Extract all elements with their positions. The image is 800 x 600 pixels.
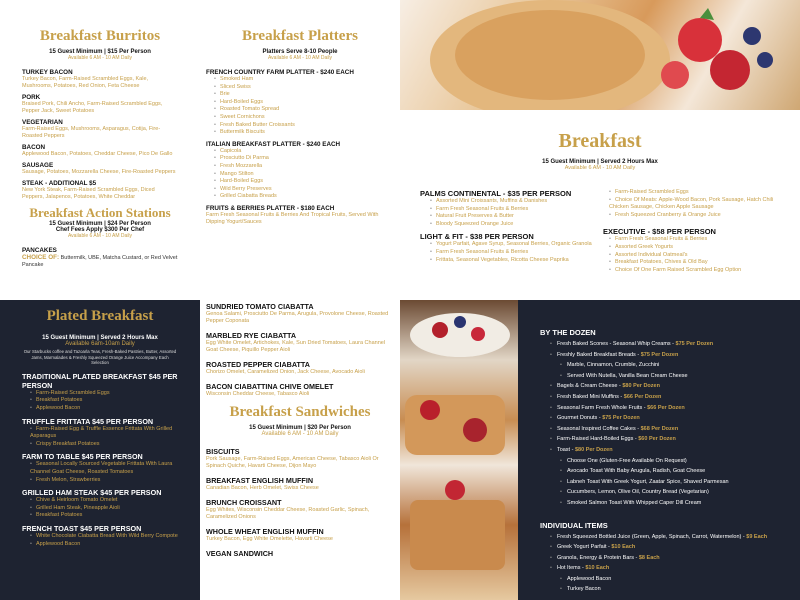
dozen-line: [550, 339, 778, 350]
dozen-line-text: Applewood Bacon: [566, 575, 612, 582]
list-item: • Farm-Raised Egg & Truffle Essence Frittata With Grilled Asparagus: [30, 426, 178, 441]
list-item: • Crispy Breakfast Potatoes: [30, 441, 178, 449]
dozen-line-price: $10 Each: [585, 565, 610, 572]
platters-serves: Platters Serve 8-10 People: [262, 49, 338, 55]
sandwich-name: VEGAN SANDWICH: [206, 549, 274, 558]
plated-section-heading: [22, 417, 178, 426]
pancakes-heading: PANCAKES: [22, 247, 57, 254]
burrito-name: STEAK - ADDITIONAL $5: [22, 180, 97, 187]
dozen-line: [550, 445, 778, 456]
list-item: • Grilled Ciabatta Breads: [214, 193, 394, 201]
sandwich-desc: Egg Whites, Wisconsin Cheddar Cheese, Roasted Garlic, Spinach, Caramelized Onions: [206, 507, 370, 520]
list-item: • Breakfast Potatoes: [30, 512, 178, 520]
list-item: • Sweet Cornichons: [214, 114, 394, 122]
sandwich-item: [206, 498, 394, 521]
burrito-name: SAUSAGE: [22, 162, 54, 169]
dozen-line-price: $8 Each: [638, 554, 660, 561]
light-fit-name: LIGHT & FIT - $38 PER PERSON: [420, 232, 534, 242]
italian-platter-name: ITALIAN BREAKFAST PLATTER - $240 EACH: [206, 140, 341, 148]
dozen-line: [550, 456, 778, 467]
dozen-line: [550, 532, 778, 543]
list-item: • Buttermilk Biscuits: [214, 129, 394, 137]
sandwich-list: [206, 447, 394, 558]
continental-right-list: [603, 189, 780, 219]
list-item: • Fresh Baked Butter Croissants: [214, 122, 394, 130]
dozen-line-text: Fresh Squeezed Bottled Juice (Green, Apple, Spinach, Carrot, Watermelon) -: [556, 533, 747, 540]
ciabatta-desc: Genoa Salami, Prosciutto De Parma, Arugula, Provolone Cheese, Roasted Pepper Coponata: [206, 311, 389, 324]
plated-section: [22, 372, 178, 413]
dozen-line: [550, 574, 778, 585]
list-item: • Grilled Ham Steak, Pineapple Aioli: [30, 505, 178, 513]
plated-section-price: $45 PER PERSON: [80, 523, 142, 533]
dozen-line-price: $75 Per Dozen: [602, 415, 640, 422]
sandwich-desc: Pork Sausage, Farm-Raised Eggs, American Cheese, Tabasco Aioli Or Spinach Quiche, Havarti Cheese, Dijon Mayo: [206, 456, 379, 469]
ciabatta-item: [206, 302, 394, 325]
plated-section-items: [22, 390, 178, 413]
plated-section-heading: [22, 372, 178, 390]
dozen-line-text: Marble, Cinnamon, Crumble, Zucchini: [566, 362, 660, 369]
dozen-line-price: $68 Per Dozen: [640, 425, 679, 432]
burrito-item: [22, 180, 178, 201]
dozen-line: [550, 371, 778, 382]
ciabatta-desc: Wisconsin Cheddar Cheese, Tabasco Aioli: [206, 391, 310, 397]
dozen-line-price: $66 Per Dozen: [623, 393, 662, 400]
platters-availability: Available 6 AM - 10 AM Daily: [267, 55, 333, 61]
plated-section-items: [22, 533, 178, 548]
list-item: • Wild Berry Preserves: [214, 186, 394, 194]
list-item: • Yogurt Parfait, Agave Syrup, Seasonal Berries, Organic Granola: [430, 241, 597, 249]
dozen-line-price: $80 Per Dozen: [622, 383, 660, 390]
burrito-desc: Braised Pork, Chili Ancho, Farm-Raised Scrambled Eggs, Pepper Jack, Sweet Potatoes: [22, 101, 163, 114]
ciabatta-list: [206, 302, 394, 398]
dozen-line-price: $9 Each: [746, 533, 768, 540]
fruits-platter-name: FRUITS & BERRIES PLATTER - $180 EACH: [206, 204, 335, 212]
dozen-line-price: $75 Per Dozen: [675, 341, 714, 347]
dozen-panel: [518, 300, 800, 600]
list-item: • Breakfast Potatoes: [30, 397, 178, 405]
burrito-name: BACON: [22, 144, 46, 151]
dozen-line: [550, 498, 778, 509]
plated-section-price: $45 PER PERSON: [22, 371, 178, 390]
dozen-line: [550, 350, 778, 361]
sandwich-item: [206, 447, 394, 470]
sandwich-desc: Canadian Bacon, Herb Omelet, Swiss Cheese: [206, 485, 319, 491]
executive-list: [603, 236, 780, 274]
dozen-line-text: Seasonal Farm Fresh Whole Fruits -: [556, 404, 648, 411]
burritos-panel: [0, 0, 200, 300]
executive-name: EXECUTIVE - $58 PER PERSON: [603, 227, 716, 237]
list-item: • Hard-Boiled Eggs: [214, 178, 394, 186]
dozen-line-text: Labneh Toast With Greek Yogurt, Zaatar Spice, Shaved Parmesan: [566, 478, 729, 485]
burrito-name: TURKEY BACON: [22, 69, 73, 76]
burrito-item: [22, 94, 178, 115]
dozen-line: [550, 584, 778, 595]
french-platter-list: [206, 76, 394, 137]
list-item: • Assorted Individual Oatmeal's: [609, 252, 780, 260]
dozen-line: [550, 487, 778, 498]
dozen-line-price: $66 Per Dozen: [647, 404, 685, 411]
sandwiches-availability: Available 6 AM - 10 AM Daily: [261, 431, 339, 437]
list-item: • Chive & Heirloom Tomato Omelet: [30, 497, 178, 505]
dozen-line: [550, 542, 778, 553]
individual-title: INDIVIDUAL ITEMS: [540, 520, 608, 530]
sandwiches-minimum: 15 Guest Minimum | $20 Per Person: [249, 425, 351, 431]
breakfast-minimum: 15 Guest Minimum | Served 2 Hours Max: [542, 159, 658, 165]
list-item: • Seasonal Locally Sourced Vegetable Frittata With Laura Channel Goat Cheese, Roasted Tomatoes: [30, 461, 178, 476]
plated-section-price: $45 PER PERSON: [81, 452, 143, 462]
plated-section: [22, 524, 178, 548]
plated-section-name: FARM TO TABLE: [22, 452, 82, 462]
plated-section-heading: [22, 452, 178, 461]
list-item: • Prosciutto Di Parma: [214, 155, 394, 163]
sandwich-name: BISCUITS: [206, 447, 240, 456]
action-availability: Available 6 AM - 10 AM Daily: [67, 233, 133, 239]
dozen-line: [550, 403, 778, 414]
pancake-choice: Buttermilk, UBE, Matcha Custard, or Red Velvet Pancake: [22, 255, 178, 268]
dozen-line-text: Toast -: [556, 446, 575, 453]
sandwich-name: BREAKFAST ENGLISH MUFFIN: [206, 476, 314, 485]
plated-section-price: $45 PER PERSON: [92, 416, 154, 426]
dozen-line: [550, 381, 778, 392]
dozen-line-price: $60 Per Dozen: [638, 436, 676, 443]
list-item: • Fresh Squeezed Cranberry & Orange Juice: [609, 212, 780, 220]
dozen-line: [550, 424, 778, 435]
dozen-line-text: Greek Yogurt Parfait -: [556, 544, 612, 551]
dozen-line: [550, 477, 778, 488]
pancake-photo-art: [400, 0, 800, 110]
sandwiches-title: Breakfast Sandwiches: [229, 404, 371, 420]
dozen-line-text: Avocado Toast With Baby Arugula, Radish, Goat Cheese: [566, 468, 706, 475]
ciabatta-desc: Chorizo Omelet, Caramelized Onion, Jack Cheese, Avocado Aioli: [206, 369, 365, 375]
list-item: • Assorted Mini Croissants, Muffins & Danishes: [430, 198, 597, 206]
burritos-title: Breakfast Burritos: [39, 28, 161, 44]
burrito-name: VEGETARIAN: [22, 119, 63, 126]
plated-minimum: 15 Guest Minimum | Served 2 Hours Max: [42, 335, 158, 341]
dozen-line-text: Freshly Baked Breakfast Breads -: [556, 351, 641, 358]
burritos-list: [22, 69, 178, 201]
list-item: • Capicola: [214, 148, 394, 156]
plated-section: [22, 488, 178, 520]
list-item: • Farm Fresh Seasonal Fruits & Berries: [430, 249, 597, 257]
list-item: • Farm Fresh Seasonal Fruits & Berries: [430, 206, 597, 214]
plated-section-heading: [22, 524, 178, 533]
plated-section-name: GRILLED HAM STEAK: [22, 488, 101, 498]
pancake-photo: [400, 0, 800, 110]
list-item: • Assorted Greek Yogurts: [609, 244, 780, 252]
sandwich-item: [206, 476, 394, 492]
burrito-item: [22, 119, 178, 140]
dozen-line-price: $10 Each: [611, 544, 636, 551]
platters-title: Breakfast Platters: [242, 28, 358, 44]
plated-panel: [0, 300, 200, 600]
dozen-line-text: Fresh Baked Scones - Seasonal Whip Creams -: [556, 341, 676, 347]
dozen-line: [550, 466, 778, 477]
list-item: • Applewood Bacon: [30, 405, 178, 413]
dozen-line-text: Gourmet Donuts -: [556, 415, 603, 422]
burrito-desc: Turkey Bacon, Farm-Raised Scrambled Eggs, Kale, Mushrooms, Potatoes, Red Onion, Feta Cheese: [22, 76, 149, 89]
list-item: • Mango Stilton: [214, 171, 394, 179]
list-item: • Farm Fresh Seasonal Fruits & Berries: [609, 236, 780, 244]
list-item: • Farm-Raised Scrambled Eggs: [609, 189, 780, 197]
plated-title: Plated Breakfast: [46, 308, 154, 324]
ciabatta-panel: [200, 300, 400, 600]
dozen-line-text: Seasonal Inspired Coffee Cakes -: [556, 425, 641, 432]
sandwich-desc: Turkey Bacon, Egg White Omelette, Havarti Cheese: [206, 536, 333, 542]
dozen-line-text: Cucumbers, Lemon, Olive Oil, Country Bread (Vegetarian): [566, 489, 709, 496]
list-item: • Bloody Squeezed Orange Juice: [430, 221, 597, 229]
ciabatta-name: SUNDRIED TOMATO CIABATTA: [206, 302, 314, 311]
fruits-platter-desc: Farm Fresh Seasonal Fruits & Berries And Tropical Fruits, Served With Dipping Yogurt/Sauces: [206, 211, 379, 225]
list-item: • Farm-Raised Scrambled Eggs: [30, 390, 178, 398]
plated-section-heading: [22, 488, 178, 497]
plated-note: Our Starbucks coffee and Tazoarla Teas, Fresh-Baked Pastries, Butter, Assorted Jams, Marmalades & Freshly Squeezed Orange Juice Accompany Each Selection: [23, 349, 177, 366]
light-fit-list: [420, 241, 597, 264]
burrito-desc: Applewood Bacon, Potatoes, Cheddar Cheese, Pico De Gallo: [22, 151, 173, 157]
breakfast-panel: [400, 110, 800, 300]
plated-section-name: TRUFFLE FRITTATA: [22, 416, 92, 426]
list-item: • Fresh Melon, Strawberries: [30, 477, 178, 485]
plated-list: [22, 372, 178, 548]
plated-section-items: [22, 461, 178, 484]
sandwich-name: WHOLE WHEAT ENGLISH MUFFIN: [206, 527, 324, 536]
dozen-line-text: Fresh Baked Mini Muffins -: [556, 393, 624, 400]
ciabatta-name: MARBLED RYE CIABATTA: [206, 331, 297, 340]
dozen-line: [550, 360, 778, 371]
palms-continental-name: PALMS CONTINENTAL - $35 PER PERSON: [420, 189, 572, 198]
breakfast-availability: Available 6 AM - 10 AM Daily: [564, 165, 636, 171]
action-minimum: 15 Guest Minimum | $24 Per Person: [49, 221, 151, 227]
plated-section-items: [22, 497, 178, 520]
burrito-item: [22, 162, 178, 176]
burrito-desc: New York Steak, Farm-Raised Scrambled Eggs, Diced Peppers, Jalapenos, Potatoes, White Cheddar: [22, 187, 155, 200]
burrito-desc: Farm-Raised Eggs, Mushrooms, Asparagus, Cotija, Fire-Roasted Peppers: [22, 126, 161, 139]
dozen-line-text: Choose One (Gluten-Free Available On Request): [566, 457, 687, 464]
sandwich-name: BRUNCH CROISSANT: [206, 498, 282, 507]
ciabatta-name: ROASTED PEPPER CIABATTA: [206, 360, 310, 369]
burrito-item: [22, 144, 178, 158]
plated-section-name: FRENCH TOAST: [22, 523, 81, 533]
list-item: • Choice Of One Farm Raised Scrambled Egg Option: [609, 267, 780, 275]
dozen-line-text: Served With Nutella, Vanilla Bean Cream Cheese: [566, 372, 688, 379]
list-item: • White Chocolate Ciabatta Bread With Wild Berry Compote: [30, 533, 178, 541]
french-platter-name: FRENCH COUNTRY FARM PLATTER - $240 EACH: [206, 69, 354, 76]
dozen-line-text: Smoked Salmon Toast With Whipped Caper Dill Cream: [566, 499, 702, 506]
dozen-line-price: $75 Per Dozen: [640, 351, 679, 358]
list-item: • Smoked Ham: [214, 76, 394, 84]
dozen-line: [550, 553, 778, 564]
dozen-line-text: Hot Items -: [556, 565, 586, 572]
list-item: • Hard-Boiled Eggs: [214, 99, 394, 107]
ciabatta-name: BACON CIABATTINA CHIVE OMELET: [206, 382, 334, 391]
dozen-line: [550, 413, 778, 424]
list-item: • Choice Of Meats: Apple-Wood Bacon, Pork Sausage, Hatch Chili Chicken Sausage, Chicken Apple Sausage: [609, 197, 780, 212]
plated-section-name: TRADITIONAL PLATED BREAKFAST: [22, 371, 149, 381]
list-item: • Fresh Mozzarella: [214, 163, 394, 171]
italian-platter-list: [206, 148, 394, 201]
burrito-name: PORK: [22, 94, 41, 101]
pastry-photo: [400, 300, 518, 600]
plated-section-items: [22, 426, 178, 449]
plated-section-price: $45 PER PERSON: [100, 488, 162, 498]
pastry-photo-art: [400, 300, 518, 600]
list-item: • Applewood Bacon: [30, 541, 178, 549]
dozen-line-text: Bagels & Cream Cheese -: [556, 383, 623, 390]
dozen-list: [540, 339, 778, 509]
ciabatta-item: [206, 360, 394, 376]
individual-list: [540, 532, 778, 596]
breakfast-title: Breakfast: [558, 130, 642, 152]
burrito-desc: Sausage, Potatoes, Mozzarella Cheese, Fire-Roasted Peppers: [22, 169, 176, 175]
palms-list: [420, 198, 597, 228]
list-item: • Brie: [214, 91, 394, 99]
ciabatta-item: [206, 382, 394, 398]
sandwich-item: [206, 527, 394, 543]
burritos-minimum: 15 Guest Minimum | $15 Per Person: [49, 49, 151, 55]
dozen-line-text: Turkey Bacon: [566, 586, 601, 593]
dozen-line-text: Farm-Raised Hard-Boiled Eggs -: [556, 436, 639, 443]
action-chef-fee: Chef Fees Apply $300 Per Chef: [55, 227, 145, 233]
dozen-line-price: $80 Per Dozen: [574, 446, 613, 453]
burritos-availability: Available 6 AM - 10 AM Daily: [67, 55, 133, 61]
ciabatta-desc: Egg White Omelet, Artichokes, Kale, Sun Dried Tomatoes, Laura Channel Goat Cheese, Piquillo Pepper Aioli: [206, 340, 386, 353]
plated-section: [22, 452, 178, 484]
dozen-line-text: Granola, Energy & Protein Bars -: [556, 554, 639, 561]
platters-panel: [200, 0, 400, 300]
dozen-line: [550, 563, 778, 574]
list-item: • Roasted Tomato Spread: [214, 106, 394, 114]
dozen-line: [550, 392, 778, 403]
action-stations-title: Breakfast Action Stations: [29, 205, 171, 220]
choice-label: CHOICE OF:: [22, 254, 60, 261]
list-item: • Frittata, Seasonal Vegetables, Ricotta Cheese Paprika: [430, 257, 597, 265]
plated-availability: Available 6am-10am Daily: [65, 341, 135, 347]
list-item: • Sliced Swiss: [214, 84, 394, 92]
plated-section: [22, 417, 178, 449]
burrito-item: [22, 69, 178, 90]
ciabatta-item: [206, 331, 394, 354]
list-item: • Natural Fruit Preserves & Butter: [430, 213, 597, 221]
list-item: • Breakfast Potatoes, Chives & Old Bay: [609, 259, 780, 267]
sandwich-item: [206, 549, 394, 558]
dozen-title: BY THE DOZEN: [540, 328, 596, 337]
dozen-line: [550, 434, 778, 445]
